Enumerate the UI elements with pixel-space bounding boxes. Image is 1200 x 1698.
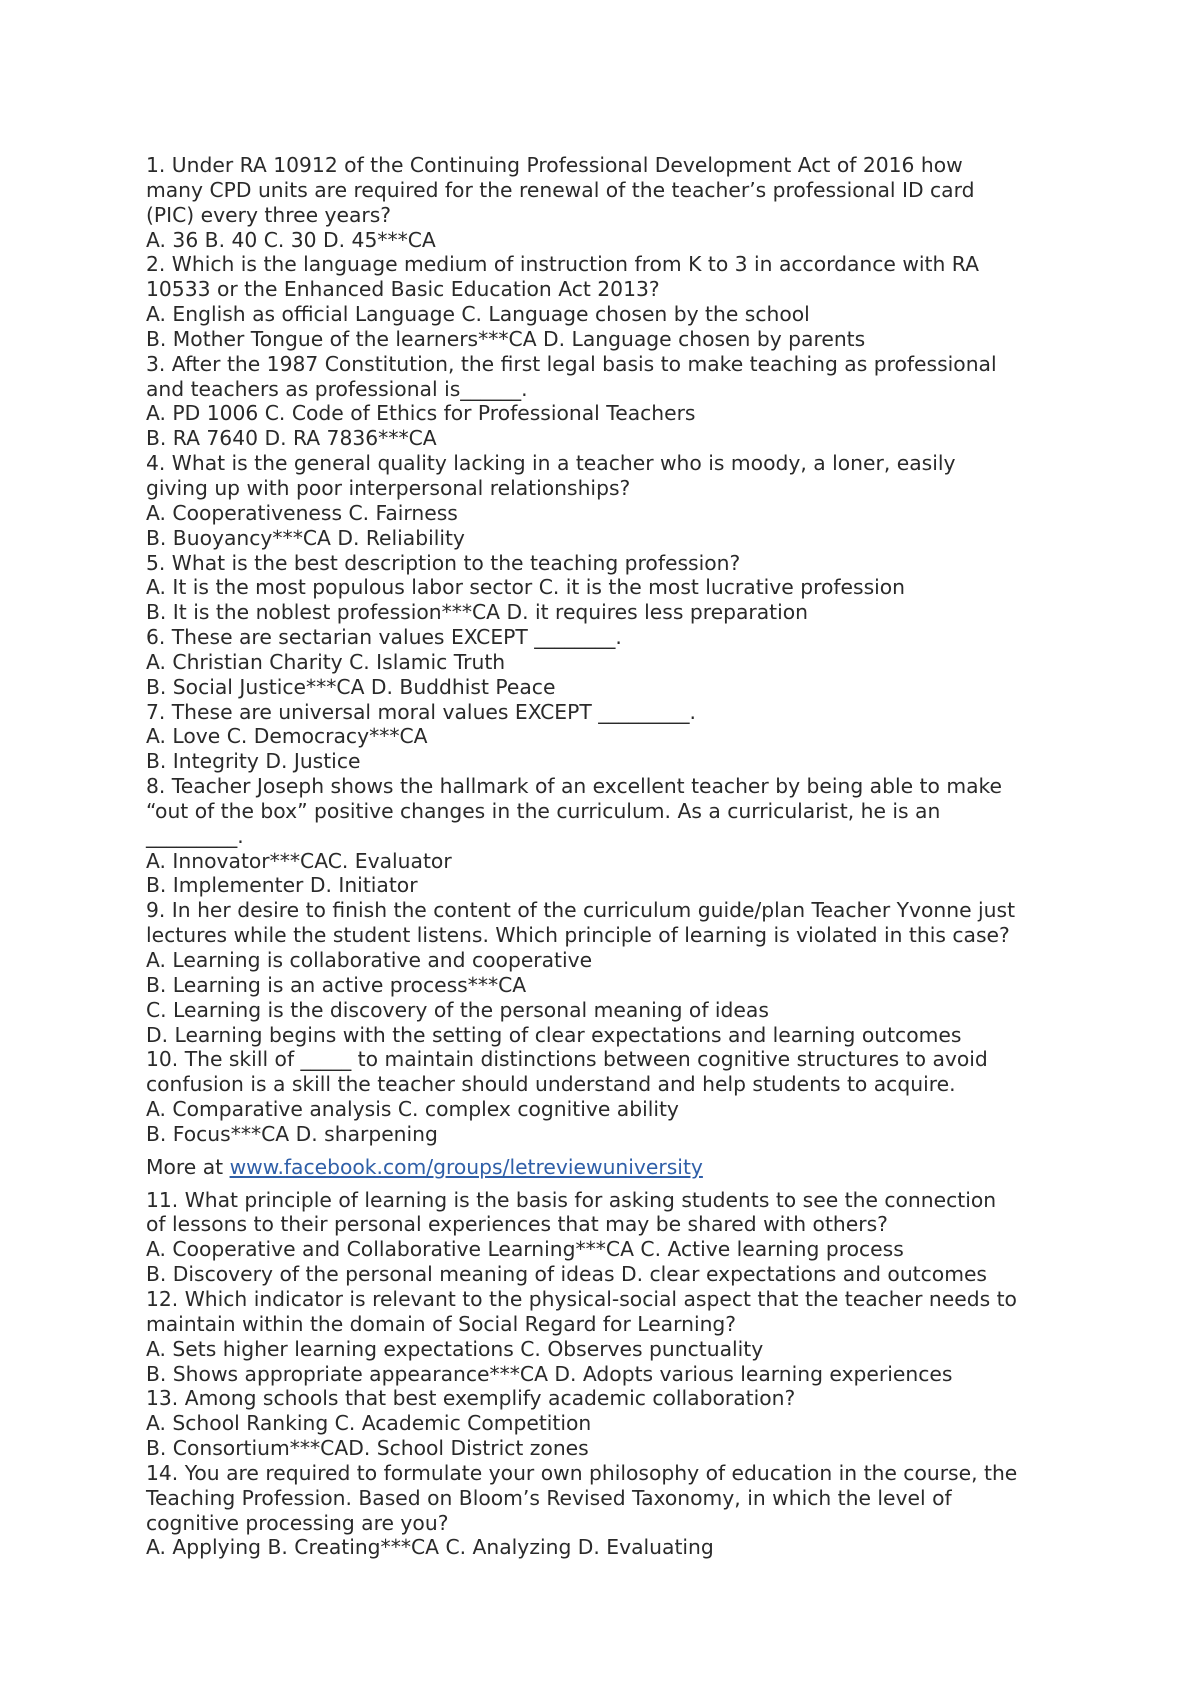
more-prefix: More at (146, 1154, 230, 1179)
text-line: “out of the box” positive changes in the curriculum. As a curricularist, he is an (146, 798, 941, 823)
text-line: A. It is the most populous labor sector C. it is the most lucrative profession (146, 575, 906, 600)
text-line: A. English as official Language C. Language chosen by the school (146, 302, 810, 327)
text-line: 10533 or the Enhanced Basic Education Act 2013? (146, 277, 660, 302)
text-line: A. Sets higher learning expectations C. Observes punctuality (146, 1336, 764, 1361)
text-line: 7. These are universal moral values EXCEPT _________. (146, 699, 696, 724)
text-line: B. Social Justice***CA D. Buddhist Peace (146, 674, 556, 699)
text-line: confusion is a skill the teacher should understand and help students to acquire. (146, 1072, 956, 1097)
text-line: B. Focus***CA D. sharpening (146, 1121, 438, 1146)
text-line: A. Cooperativeness C. Fairness (146, 500, 458, 525)
text-line: many CPD units are required for the renewal of the teacher’s professional ID card (146, 177, 975, 202)
text-line: 14. You are required to formulate your own philosophy of education in the course, the (146, 1460, 1018, 1485)
text-line: A. School Ranking C. Academic Competition (146, 1411, 592, 1436)
text-line: A. Innovator***CAC. Evaluator (146, 848, 452, 873)
text-line: A. Cooperative and Collaborative Learning***CA C. Active learning process (146, 1237, 904, 1262)
text-line: B. Buoyancy***CA D. Reliability (146, 525, 465, 550)
text-line: 12. Which indicator is relevant to the physical-social aspect that the teacher needs to (146, 1286, 1017, 1311)
text-line: C. Learning is the discovery of the personal meaning of ideas (146, 997, 769, 1022)
text-line: 11. What principle of learning is the basis for asking students to see the connection (146, 1187, 997, 1212)
text-line: 8. Teacher Joseph shows the hallmark of an excellent teacher by being able to make (146, 774, 1003, 799)
text-line: B. Mother Tongue of the learners***CA D. Language chosen by parents (146, 326, 866, 351)
text-line: lectures while the student listens. Which principle of learning is violated in this case? (146, 923, 1010, 948)
text-line: of lessons to their personal experiences that may be shared with others? (146, 1212, 888, 1237)
text-line: 9. In her desire to finish the content of the curriculum guide/plan Teacher Yvonne just (146, 898, 1016, 923)
questions-11-to-14 (146, 1188, 1076, 1561)
more-info-line (146, 1155, 1076, 1180)
text-line: 6. These are sectarian values EXCEPT ________. (146, 625, 622, 650)
text-line: 5. What is the best description to the teaching profession? (146, 550, 741, 575)
facebook-group-link[interactable]: www.facebook.com/groups/letreviewuniversity (229, 1154, 703, 1179)
text-line: D. Learning begins with the setting of clear expectations and learning outcomes (146, 1022, 962, 1047)
text-line: B. It is the noblest profession***CA D. it requires less preparation (146, 600, 809, 625)
text-line: 4. What is the general quality lacking in a teacher who is moody, a loner, easily (146, 451, 956, 476)
text-line: A. Learning is collaborative and cooperative (146, 948, 593, 972)
text-line: maintain within the domain of Social Regard for Learning? (146, 1311, 737, 1336)
text-line: B. Consortium***CAD. School District zones (146, 1436, 589, 1461)
text-line: B. Shows appropriate appearance***CA D. Adopts various learning experiences (146, 1361, 953, 1386)
text-line: 13. Among schools that best exemplify academic collaboration? (146, 1386, 796, 1411)
text-line: A. Applying B. Creating***CA C. Analyzing D. Evaluating (146, 1535, 714, 1560)
questions-1-to-10 (146, 153, 1076, 1147)
text-line: B. Implementer D. Initiator (146, 873, 418, 898)
text-line: cognitive processing are you? (146, 1510, 449, 1535)
text-line: B. RA 7640 D. RA 7836***CA (146, 426, 437, 451)
text-line: 2. Which is the language medium of instruction from K to 3 in accordance with RA (146, 252, 979, 277)
text-line: B. Integrity D. Justice (146, 749, 361, 774)
text-line: and teachers as professional is______. (146, 376, 528, 401)
text-line: B. Learning is an active process***CA (146, 972, 527, 997)
text-line: A. PD 1006 C. Code of Ethics for Professional Teachers (146, 401, 696, 426)
text-line: A. Christian Charity C. Islamic Truth (146, 649, 506, 674)
text-line: B. Discovery of the personal meaning of ideas D. clear expectations and outcomes (146, 1262, 987, 1287)
text-line: 1. Under RA 10912 of the Continuing Professional Development Act of 2016 how (146, 153, 963, 177)
text-line: giving up with poor interpersonal relationships? (146, 475, 631, 500)
text-line: 3. After the 1987 Constitution, the first legal basis to make teaching as professional (146, 351, 997, 376)
text-line: (PIC) every three years? (146, 202, 392, 227)
document-content (146, 153, 1076, 1560)
text-line: 10. The skill of _____ to maintain distinctions between cognitive structures to avoid (146, 1047, 988, 1072)
text-line: A. Comparative analysis C. complex cognitive ability (146, 1097, 679, 1122)
text-line: A. Love C. Democracy***CA (146, 724, 428, 749)
text-line: A. 36 B. 40 C. 30 D. 45***CA (146, 227, 436, 252)
text-line: _________. (146, 823, 244, 848)
text-line: Teaching Profession. Based on Bloom’s Revised Taxonomy, in which the level of (146, 1485, 952, 1510)
